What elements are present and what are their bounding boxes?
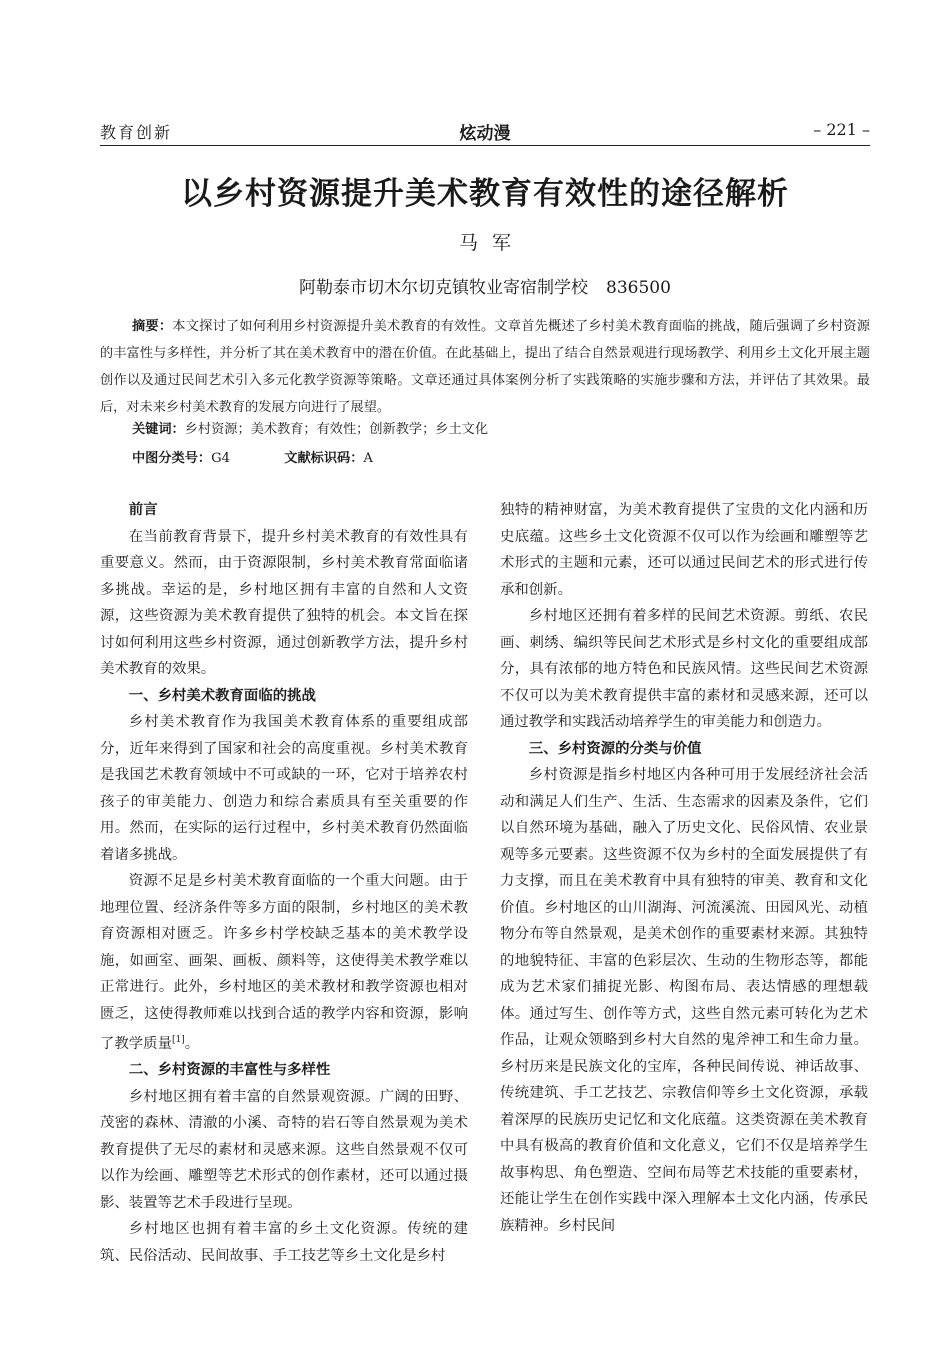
affiliation-name: 阿勒泰市切木尔切克镇牧业寄宿制学校 [299, 278, 589, 298]
header-rule [100, 145, 870, 146]
paragraph: 在当前教育背景下，提升乡村美术教育的有效性具有重要意义。然而，由于资源限制，乡村美术教育常面临诸多挑战。幸运的是，乡村地区拥有丰富的自然和人文资源，这些资源为美术教育提供了独特的机会。本文旨在探讨如何利用这些乡村资源，通过创新教学方法，提升乡村美术教育的效果。 [100, 528, 468, 677]
page-number: – 221 – [813, 120, 870, 139]
section-heading-1: 一、乡村美术教育面临的挑战 [128, 687, 316, 704]
keywords-label: 关键词： [132, 422, 185, 437]
keywords [132, 418, 488, 437]
right-column [500, 497, 868, 1239]
doc-code-label: 文献标识码： [284, 451, 364, 466]
doc-code-value: A [363, 451, 373, 466]
clc-label: 中图分类号： [132, 451, 212, 466]
postcode: 836500 [606, 278, 671, 298]
citation-marker: [1] [171, 1035, 185, 1045]
section-heading-2: 二、乡村资源的丰富性与多样性 [128, 1062, 331, 1079]
paragraph: 乡村地区拥有着丰富的自然景观资源。广阔的田野、茂密的森林、清澈的小溪、奇特的岩石等自然景观为美术教育提供了无尽的素材和灵感来源。这些自然景观不仅可以作为绘画、雕塑等艺术形式的创作素材，还可以通过摄影、装置等艺术手段进行呈现。 [100, 1088, 468, 1211]
paragraph: 乡村地区还拥有着多样的民间艺术资源。剪纸、农民画、刺绣、编织等民间艺术形式是乡村文化的重要组成部分，具有浓郁的地方特色和民族风情。这些民间艺术资源不仅可以为美术教育提供丰富的素材和灵感来源，还可以通过教学和实践活动培养学生的审美能力和创造力。 [500, 608, 868, 730]
classification-line [132, 447, 373, 466]
paragraph: 乡村地区也拥有着丰富的乡土文化资源。传统的建筑、民俗活动、民间故事、手工技艺等乡土文化是乡村 [100, 1221, 468, 1264]
abstract [100, 313, 870, 421]
journal-section: 教育创新 [100, 123, 173, 142]
keywords-text: 乡村资源；美术教育；有效性；创新教学；乡土文化 [184, 422, 489, 437]
section-heading-preface: 前言 [128, 502, 158, 518]
clc-value: G4 [211, 451, 231, 466]
author-name: 马军 [458, 232, 525, 254]
affiliation [100, 273, 870, 298]
paragraph: 乡村资源是指乡村地区内各种可用于发展经济社会活动和满足人们生产、生活、生态需求的因素及条件，它们以自然环境为基础，融入了历史文化、民俗风情、农业景观等多元要素。这些资源不仅为乡村的全面发展提供了有力支撑，而且在美术教育中具有独特的审美、教育和文化价值。乡村地区的山川湖海、河流溪流、田园风光、动植物分布等自然景观，是美术创作的重要素材来源。其独特的地貌特征、丰富的色彩层次、生动的生物形态等，都能成为艺术家们捕捉光影、构图布局、表达情感的理想载体。通过写生、创作等方式，这些自然元素可转化为艺术作品，让观众领略到乡村大自然的鬼斧神工和生命力量。乡村历来是民族文化的宝库，各种民间传说、神话故事、传统建筑、手工艺技艺、宗教信仰等乡土文化资源，承载着深厚的民族历史记忆和文化底蕴。这类资源在美术教育中具有极高的教育价值和文化意义，它们不仅是培养学生故事构思、角色塑造、空间布局等艺术技能的重要素材，还能让学生在创作实践中深入理解本土文化内涵，传承民族精神。乡村民间 [500, 767, 868, 1234]
paragraph [100, 868, 468, 1057]
running-header [100, 116, 870, 146]
section-heading-3: 三、乡村资源的分类与价值 [528, 740, 702, 757]
abstract-text: 本文探讨了如何利用乡村资源提升美术教育的有效性。文章首先概述了乡村美术教育面临的挑战，随后强调了乡村资源的丰富性与多样性，并分析了其在美术教育中的潜在价值。在此基础上，提出了结合自然景观进行现场教学、利用乡土文化开展主题创作以及通过民间艺术引入多元化教学资源等策略。文章还通过具体案例分析了实践策略的实施步骤和方法，并评估了其效果。最后，对未来乡村美术教育的发展方向进行了展望。 [100, 319, 871, 415]
paragraph-end: 。 [184, 1035, 200, 1052]
abstract-label: 摘要： [132, 319, 173, 334]
paragraph: 乡村美术教育作为我国美术教育体系的重要组成部分，近年来得到了国家和社会的高度重视。乡村美术教育是我国艺术教育领域中不可或缺的一环，它对于培养农村孩子的审美能力、创造力和综合素质具有至关重要的作用。然而，在实际的运行过程中，乡村美术教育仍然面临着诸多挑战。 [100, 714, 468, 863]
paragraph-text: 资源不足是乡村美术教育面临的一个重大问题。由于地理位置、经济条件等多方面的限制，乡村地区的美术教育资源相对匮乏。许多乡村学校缺乏基本的美术教学设施，如画室、画架、画板、颜料等，这使得美术教学难以正常进行。此外，乡村地区的美术教材和教学资源也相对匮乏，这使得教师难以找到合适的教学内容和资源，影响了教学质量 [100, 873, 468, 1052]
journal-name: 炫动漫 [459, 124, 511, 144]
left-column [100, 497, 468, 1269]
paper-title: 以乡村资源提升美术教育有效性的途径解析 [181, 176, 789, 212]
paragraph: 独特的精神财富，为美术教育提供了宝贵的文化内涵和历史底蕴。这些乡土文化资源不仅可以作为绘画和雕塑等艺术形式的主题和元素，还可以通过民间艺术的形式进行传承和创新。 [500, 502, 868, 598]
